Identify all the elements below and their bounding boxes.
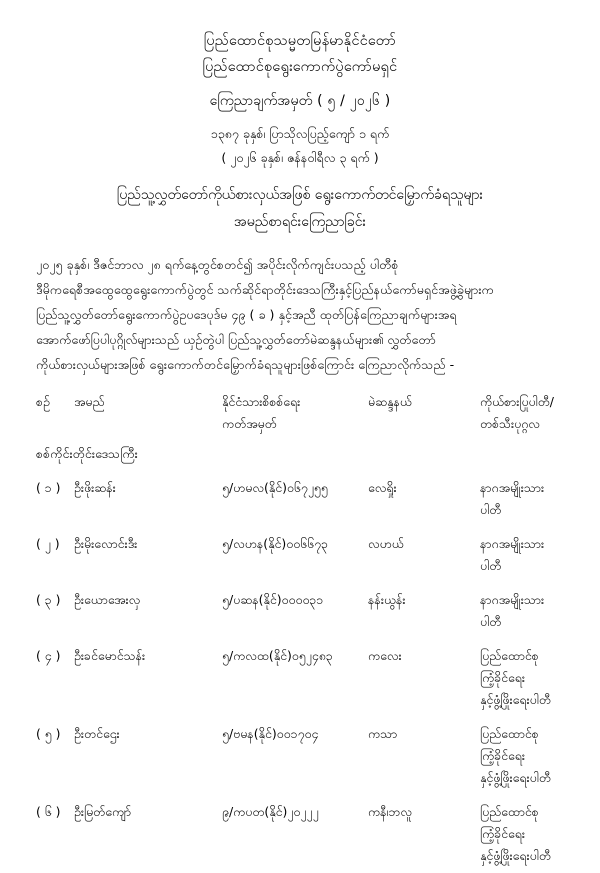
row-constituency: ကနီ၊ဘလူ xyxy=(368,804,413,819)
table-row xyxy=(36,527,564,583)
row-party-line1: ပြည်ထောင်စုကြံ့ခိုင်ရေး xyxy=(480,804,539,841)
region-heading-row xyxy=(36,437,564,471)
row-party xyxy=(480,471,564,527)
row-constituency: လေရှိုး xyxy=(368,480,397,495)
column-header-party-line1: ကိုယ်စားပြုပါတီ/ xyxy=(480,394,554,409)
column-header-party-line2: တစ်သီးပုဂ္ဂလ xyxy=(480,416,540,431)
row-party-line1: နာဂအမျိုးသားပါတီ xyxy=(480,480,545,517)
row-constituency: လဟယ် xyxy=(368,536,404,551)
document-header xyxy=(36,28,564,170)
body-line-2: ဒီမိုကရေစီအထွေထွေရွေးကောက်ပွဲတွင် သက်ဆိုင်ရာတိုင်းဒေသကြီးနှင့်ပြည်နယ်ကော်မရှင်အဖွဲ့ခွဲများက xyxy=(36,282,494,297)
row-no: ( ၃ ) xyxy=(36,592,61,607)
header-line-country: ပြည်ထောင်စုသမ္မတမြန်မာနိုင်ငံတော် xyxy=(203,33,397,49)
date-myanmar-era: ၁၃၈၇ ခုနှစ်၊ ပြာသိုလပြည့်ကျော် ၁ ရက် xyxy=(210,126,390,141)
body-text-1: ၂၀၂၅ ခုနှစ်၊ ဒီဇင်ဘာလ ၂၈ ရက်နေ့တွင်စတင်၍ အပိုင်းလိုက်ကျင်းပသည့် ပါတီစုံ xyxy=(36,257,399,272)
row-no: ( ၂ ) xyxy=(36,536,60,551)
row-party-line2: နှင့်ဖွံ့ဖြိုးရေးပါတီ xyxy=(480,770,551,785)
column-header-party xyxy=(480,391,564,437)
header-line-commission: ပြည်ထောင်စုရွေးကောက်ပွဲကော်မရှင် xyxy=(202,59,398,75)
column-header-nrc-line1: နိုင်ငံသားစိစစ်ရေး xyxy=(222,394,301,409)
row-party-line2: နှင့်ဖွံ့ဖြိုးရေးပါတီ xyxy=(480,692,551,707)
row-no: ( ၄ ) xyxy=(36,648,61,663)
date-gregorian: ( ၂၀၂၆ ခုနှစ်၊ ဇန်နဝါရီလ ၃ ရက် ) xyxy=(221,150,379,165)
row-party xyxy=(480,717,564,795)
row-party xyxy=(480,527,564,583)
row-name: ဦးမြတ်ကျော် xyxy=(74,804,132,819)
table-row xyxy=(36,795,564,873)
row-no: ( ၅ ) xyxy=(36,726,61,741)
row-party xyxy=(480,583,564,639)
row-nrc: ၅/ပဆန(နိုင်)၀၀၀၀၃၁ xyxy=(222,592,324,607)
row-constituency: ကသာ xyxy=(368,726,398,741)
row-name: ဦးမိုးလောင်းဒီး xyxy=(74,536,138,551)
row-nrc: ၅/ကလထ(နိုင်)၀၅၂၄၈၃ xyxy=(222,648,333,663)
title-line-2: အမည်စာရင်းကြေညာခြင်း xyxy=(233,214,367,230)
column-header-nrc-line2: ကတ်အမှတ် xyxy=(222,416,277,431)
body-line-4: အောက်ဖော်ပြပါပုဂ္ဂိုလ်များသည် ယှဉ်တွဲပါ ပြည်သူ့လွှတ်တော်မဲဆန္ဒနယ်များ၏ လွှတ်တော် xyxy=(36,332,436,347)
row-nrc: ၅/လဟန(နိုင်)၀၀၆၆၇၃ xyxy=(222,536,329,551)
row-no: ( ၆ ) xyxy=(36,804,61,819)
document-title xyxy=(36,182,564,236)
elected-representatives-table xyxy=(36,391,564,873)
row-nrc: ၅/ဟမလ(နိုင်)၀၆၇၂၅၅ xyxy=(222,480,328,495)
body-line-5: ကိုယ်စားလှယ်များအဖြစ် ရွေးကောက်တင်မြှောက်ခံရသူများဖြစ်ကြောင်း ကြေညာလိုက်သည် - xyxy=(36,357,455,372)
row-name: ဦးခင်မောင်သန်း xyxy=(74,648,146,663)
row-name: ဦးယောအေးလှ xyxy=(74,592,141,607)
row-name: ဦးတင်ဌေး xyxy=(74,726,120,741)
table-row xyxy=(36,639,564,717)
row-party xyxy=(480,795,564,873)
table-row xyxy=(36,471,564,527)
table-row xyxy=(36,717,564,795)
table-body xyxy=(36,437,564,873)
row-party-line1: နာဂအမျိုးသားပါတီ xyxy=(480,592,545,629)
row-party-line2: နှင့်ဖွံ့ဖြိုးရေးပါတီ xyxy=(480,848,551,863)
row-nrc: ၉/ကပတ(နိုင်)၂၀၂၂၂ xyxy=(222,804,319,819)
row-party-line1: နာဂအမျိုးသားပါတီ xyxy=(480,536,545,573)
column-header-nrc xyxy=(222,391,368,437)
row-constituency: နန်းယွန်း xyxy=(368,592,406,607)
row-nrc: ၅/ဗမန(နိုင်)၀၀၁၇၀၄ xyxy=(222,726,319,741)
row-party xyxy=(480,639,564,717)
row-party-line1: ပြည်ထောင်စုကြံ့ခိုင်ရေး xyxy=(480,648,539,685)
body-line-3: ပြည်သူ့လွှတ်တော်ရွေးကောက်ပွဲဥပဒေပုဒ်မ ၄၉ ( ခ ) နှင့်အညီ ထုတ်ပြန်ကြေညာချက်များအရ xyxy=(36,307,457,322)
table-head xyxy=(36,391,564,437)
row-name: ဦးဖိုးဆန်း xyxy=(74,480,116,495)
body-paragraph xyxy=(36,252,564,377)
column-header-name: အမည် xyxy=(74,394,105,409)
column-header-no: စဉ် xyxy=(36,394,50,409)
table-row xyxy=(36,583,564,639)
region-heading: စစ်ကိုင်းတိုင်းဒေသကြီး xyxy=(36,446,138,461)
row-party-line1: ပြည်ထောင်စုကြံ့ခိုင်ရေး xyxy=(480,726,539,763)
column-header-constituency: မဲဆန္ဒနယ် xyxy=(368,394,412,409)
table-header-row xyxy=(36,391,564,437)
announcement-number: ကြေညာချက်အမှတ် ( ၅ / ၂၀၂၆ ) xyxy=(209,93,391,109)
title-line-1: ပြည်သူ့လွှတ်တော်ကိုယ်စားလှယ်အဖြစ် ရွေးကောက်တင်မြှောက်ခံရသူများ xyxy=(116,187,484,203)
body-line-1 xyxy=(36,252,564,277)
row-constituency: ကလေး xyxy=(368,648,402,663)
row-no: ( ၁ ) xyxy=(36,480,61,495)
